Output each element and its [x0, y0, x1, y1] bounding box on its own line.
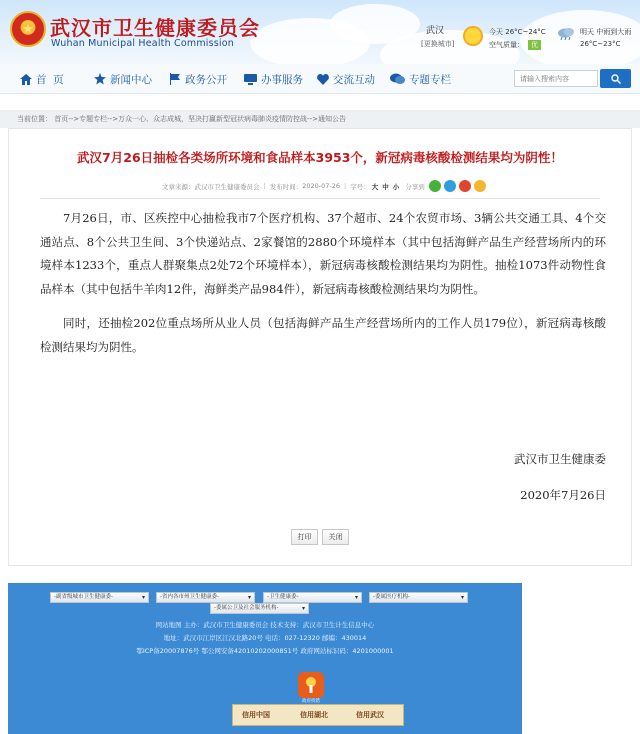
sunny-icon: [463, 26, 483, 46]
search-input[interactable]: [514, 70, 598, 87]
search-icon: [611, 74, 621, 84]
article-body: [40, 207, 606, 370]
gov-error-report-logo[interactable]: [298, 672, 324, 698]
font-size-large[interactable]: 大: [371, 182, 379, 191]
qq-icon[interactable]: [444, 180, 456, 192]
footer-line-sitemap: 网站地图 主办：武汉市卫生健康委员会 技术支持：武汉市卫生计生信息中心: [155, 621, 375, 629]
star-icon: [94, 73, 106, 85]
date-value: 2020-07-26: [302, 182, 340, 190]
national-emblem-icon: ★: [10, 11, 46, 47]
nav-label: 首 页: [36, 73, 64, 86]
tomorrow-condition: 中雨到大雨: [596, 28, 632, 36]
nav-item-interaction[interactable]: [317, 64, 375, 94]
breadcrumb[interactable]: 当前位置： 首页-->专题专栏-->万众一心、众志成城，坚决打赢新型冠状病毒肺炎疫情防控战-->通知公告: [0, 110, 640, 128]
heart-icon: [317, 74, 329, 85]
meta-divider: [40, 198, 600, 199]
chat-icon: [390, 73, 405, 85]
site-subtitle: Wuhan Municipal Health Commission: [51, 38, 234, 49]
site-header: [0, 0, 640, 64]
cloud-decoration: [520, 10, 640, 64]
footer-select-city-commissions[interactable]: -副省级城市卫生健康委- ▾: [50, 592, 149, 603]
weibo-icon[interactable]: [459, 180, 471, 192]
print-button[interactable]: 打印: [291, 529, 318, 545]
nav-label: 新闻中心: [110, 73, 152, 86]
nav-label: 专题专栏: [409, 73, 451, 86]
credit-wuhan-link[interactable]: 信用武汉: [356, 711, 384, 719]
share-icons: [429, 180, 489, 192]
credit-china-link[interactable]: 信用中国: [242, 711, 270, 719]
tomorrow-weather: [580, 27, 631, 37]
tomorrow-temp: 26°C~23°C: [580, 40, 621, 48]
nav-label: 办事服务: [261, 73, 303, 86]
rain-cloud-icon: [556, 27, 576, 41]
main-nav: [0, 64, 640, 94]
share-label: 分享到: [405, 182, 425, 191]
article-paragraph: 7月26日，市、区疾控中心抽检我市7个医疗机构、37个超市、24个农贸市场、3辆公共交通工具、4个交通站点、8个公共卫生间、3个快递站点、2家餐馆的2880个环境样本（其中包括海鲜产品生产经营场所内的环境样本1233个，重点人群聚集点2处72个环境样本），新冠病毒核酸检测结果均为阴性。抽检1073件动物性食品样本（其中包括牛羊肉12件，海鲜类产品984件），新冠病毒核酸检测结果均为阴性。: [40, 211, 606, 296]
site-title: 武汉市卫生健康委员会: [50, 16, 260, 40]
nav-item-services[interactable]: [244, 64, 303, 94]
today-temp: 26°C~24°C: [505, 28, 546, 36]
nav-item-gov-affairs[interactable]: [169, 64, 227, 94]
close-button[interactable]: 关闭: [322, 529, 349, 545]
tomorrow-label: 明天: [580, 28, 594, 36]
air-quality-badge: 优: [528, 40, 541, 50]
source-label: 文章来源：: [162, 182, 195, 191]
nav-label: 政务公开: [185, 73, 227, 86]
flag-icon: [169, 73, 181, 85]
nav-item-home[interactable]: [20, 64, 64, 94]
search-button[interactable]: [600, 69, 631, 88]
font-size-label: 字号：: [350, 182, 370, 191]
wechat-icon[interactable]: [429, 180, 441, 192]
gov-error-report-label: 政府找错: [302, 699, 320, 704]
footer-select-commission[interactable]: -卫生健康委- ▾: [263, 592, 362, 603]
weather-city: 武汉: [426, 26, 445, 36]
air-quality-label: 空气质量：: [489, 41, 524, 49]
footer-select-public-health[interactable]: -委属公卫及社会服务机构- ▾: [210, 603, 309, 614]
nav-item-topics[interactable]: [390, 64, 451, 94]
today-weather: [489, 27, 546, 37]
article-title: 武汉7月26日抽检各类场所环境和食品样本3953个，新冠病毒核酸检测结果均为阴性！: [77, 150, 563, 165]
footer-select-medical-institutions[interactable]: -委属医疗机构- ▾: [369, 592, 468, 603]
gov-emblem-icon: [304, 676, 318, 694]
nav-label: 交流互动: [333, 73, 375, 86]
monitor-icon: [244, 74, 257, 85]
today-label: 今天: [489, 28, 503, 36]
nav-item-news[interactable]: [94, 64, 152, 94]
change-city-link[interactable]: [更换城市]: [421, 40, 455, 48]
article-signature: 武汉市卫生健康委: [514, 452, 606, 466]
home-icon: [20, 74, 32, 85]
credit-hubei-link[interactable]: 信用湖北: [300, 711, 328, 719]
font-size-small[interactable]: 小: [392, 182, 400, 191]
footer-line-icp: 鄂ICP备20007876号 鄂公网安备42010202000851号 政府网站标识码：4201000001: [136, 647, 394, 655]
font-size-medium[interactable]: 中: [382, 182, 389, 191]
date-label: 发布时间：: [269, 182, 303, 191]
article-paragraph: 同时，还抽检202位重点场所从业人员（包括海鲜产品生产经营场所内的工作人员179位），新冠病毒核酸检测结果均为阴性。: [40, 316, 606, 354]
article-sign-date: 2020年7月26日: [520, 488, 606, 502]
article-meta: 文章来源： 武汉市卫生健康委员会 | 发布时间： 2020-07-26 | 字号： 大 中 小 分享到: [162, 180, 489, 192]
qzone-icon[interactable]: [474, 180, 486, 192]
footer-select-province-commissions[interactable]: -省内各市州卫生健康委- ▾: [156, 592, 255, 603]
air-quality: [489, 40, 541, 50]
footer-line-address: 地址：武汉市江岸区江汉北路20号 电话：027-12320 邮编：430014: [163, 634, 367, 642]
source-value: 武汉市卫生健康委员会: [194, 182, 260, 191]
